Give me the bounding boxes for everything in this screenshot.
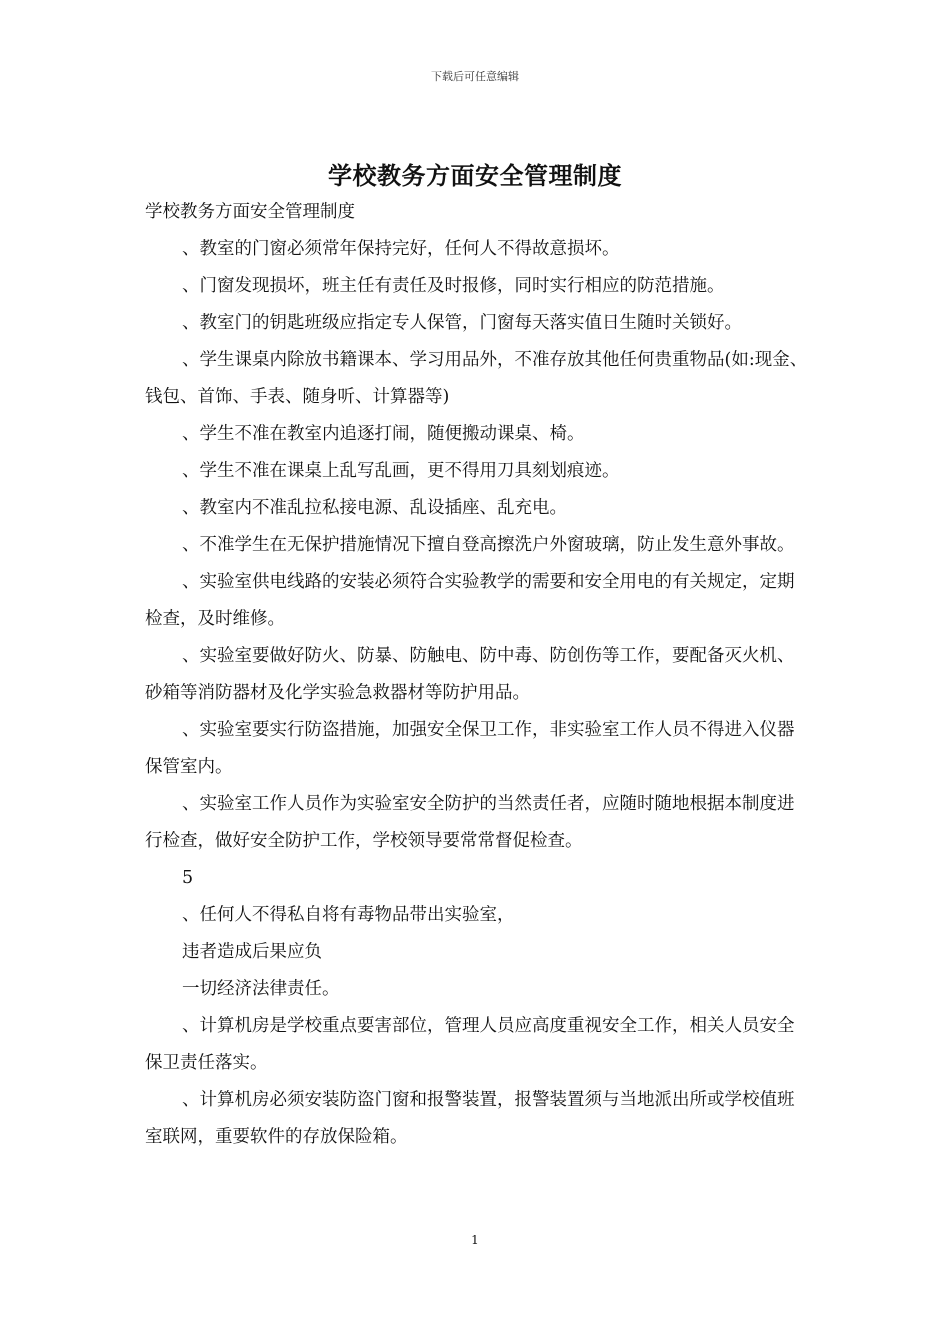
paragraph-item: 、学生课桌内除放书籍课本、学习用品外，不准存放其他任何贵重物品(如:现金、钱包、首饰、手表、随身听、计算器等) <box>145 350 808 407</box>
paragraph-item: 、教室门的钥匙班级应指定专人保管，门窗每天落实值日生随时关锁好。 <box>182 313 742 333</box>
page-number: 1 <box>471 1233 479 1247</box>
paragraph-item: 一切经济法律责任。 <box>182 979 340 999</box>
paragraph-subtitle: 学校教务方面安全管理制度 <box>145 202 355 222</box>
paragraph-item: 、学生不准在课桌上乱写乱画，更不得用刀具刻划痕迹。 <box>182 461 620 481</box>
document-title: 学校教务方面安全管理制度 <box>328 162 622 190</box>
paragraph-item: 违者造成后果应负 <box>182 942 322 962</box>
paragraph-number: 5 <box>182 868 194 888</box>
header-note: 下载后可任意编辑 <box>431 70 519 83</box>
paragraph-item: 、学生不准在教室内追逐打闹，随便搬动课桌、椅。 <box>182 424 585 444</box>
document-body <box>145 194 809 1156</box>
paragraph-item: 、教室内不准乱拉私接电源、乱设插座、乱充电。 <box>182 498 567 518</box>
paragraph-item: 、实验室要做好防火、防暴、防触电、防中毒、防创伤等工作，要配备灭火机、砂箱等消防器材及化学实验急救器材等防护用品。 <box>145 646 795 703</box>
paragraph-item: 、门窗发现损坏，班主任有责任及时报修，同时实行相应的防范措施。 <box>182 276 725 296</box>
paragraph-item: 、计算机房必须安装防盗门窗和报警装置，报警装置须与当地派出所或学校值班室联网，重要软件的存放保险箱。 <box>145 1090 795 1147</box>
paragraph-item: 、实验室工作人员作为实验室安全防护的当然责任者，应随时随地根据本制度进行检查，做好安全防护工作，学校领导要常常督促检查。 <box>145 794 795 851</box>
paragraph-item: 、实验室要实行防盗措施，加强安全保卫工作，非实验室工作人员不得进入仪器保管室内。 <box>145 720 795 777</box>
paragraph-item: 、计算机房是学校重点要害部位，管理人员应高度重视安全工作，相关人员安全保卫责任落实。 <box>145 1016 795 1073</box>
paragraph-item: 、不准学生在无保护措施情况下擅自登高擦洗户外窗玻璃，防止发生意外事故。 <box>182 535 795 555</box>
paragraph-item: 、教室的门窗必须常年保持完好，任何人不得故意损坏。 <box>182 239 620 259</box>
paragraph-item: 、实验室供电线路的安装必须符合实验教学的需要和安全用电的有关规定，定期检查，及时维修。 <box>145 572 795 629</box>
paragraph-item: 、任何人不得私自将有毒物品带出实验室， <box>182 905 515 925</box>
